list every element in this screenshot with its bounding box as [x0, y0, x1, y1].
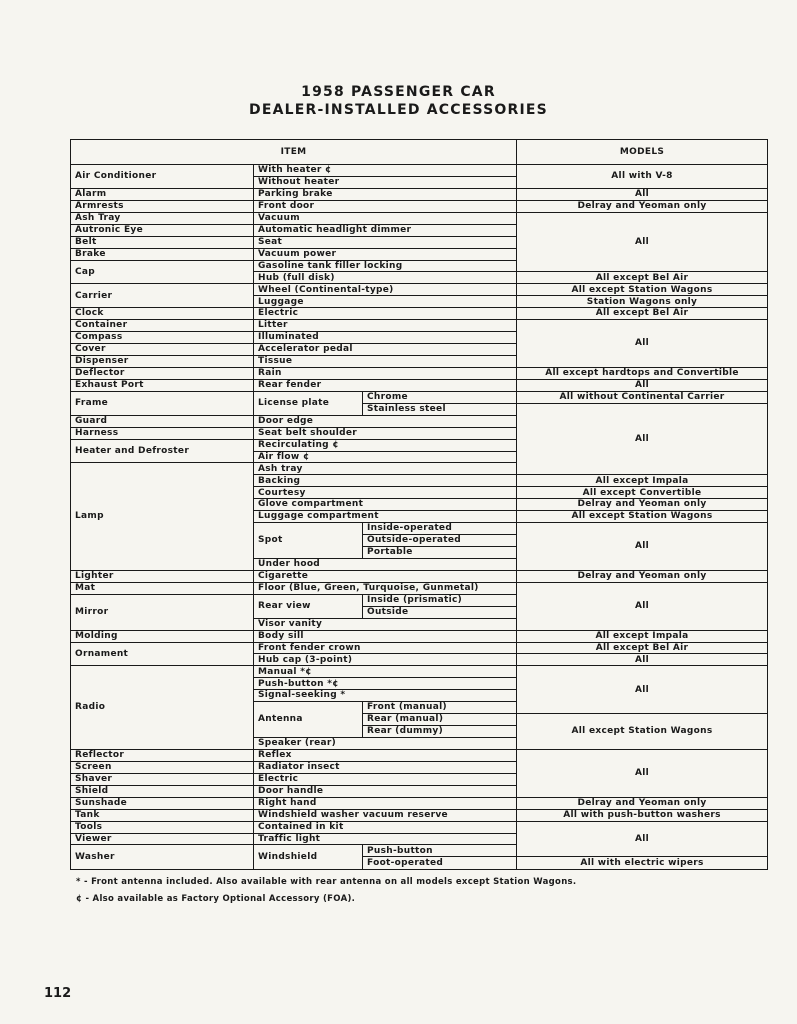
model-all: All	[517, 666, 768, 714]
model-except-hardtops: All except hardtops and Convertible	[517, 367, 768, 379]
model-without-cont-carrier: All without Continental Carrier	[517, 391, 768, 403]
item-lighter: Lighter	[71, 570, 254, 582]
item-exhaust-port: Exhaust Port	[71, 379, 254, 391]
item-viewer: Viewer	[71, 833, 254, 845]
item-sunshade: Sunshade	[71, 797, 254, 809]
desc-electric: Electric	[254, 308, 517, 320]
desc-outside: Outside	[363, 606, 517, 618]
desc-cigarette: Cigarette	[254, 570, 517, 582]
model-all: All	[517, 821, 768, 857]
desc-spot: Spot	[254, 523, 363, 559]
footnote-asterisk: * - Front antenna included. Also available with rear antenna on all models except Station Wagons.	[76, 877, 577, 887]
desc-rain: Rain	[254, 367, 517, 379]
item-shaver: Shaver	[71, 773, 254, 785]
desc-door-handle: Door handle	[254, 785, 517, 797]
desc-rear-manual: Rear (manual)	[363, 714, 517, 726]
model-except-sw: All except Station Wagons	[517, 284, 768, 296]
model-except-belair: All except Bel Air	[517, 272, 768, 284]
item-reflector: Reflector	[71, 749, 254, 761]
table-row	[71, 642, 768, 654]
model-except-impala: All except Impala	[517, 630, 768, 642]
model-all-electric-wipers: All with electric wipers	[517, 857, 768, 870]
table-row	[71, 379, 768, 391]
desc-speaker-rear: Speaker (rear)	[254, 738, 517, 750]
desc-litter: Litter	[254, 320, 517, 332]
desc-door-edge: Door edge	[254, 415, 517, 427]
model-all: All	[517, 188, 768, 200]
desc-traffic-light: Traffic light	[254, 833, 517, 845]
desc-rear-dummy: Rear (dummy)	[363, 726, 517, 738]
model-all: All	[517, 403, 768, 475]
item-armrests: Armrests	[71, 200, 254, 212]
item-mat: Mat	[71, 582, 254, 594]
desc-seat-belt-shoulder: Seat belt shoulder	[254, 427, 517, 439]
model-except-sw: All except Station Wagons	[517, 511, 768, 523]
desc-ash-tray: Ash tray	[254, 463, 517, 475]
desc-foot-operated: Foot-operated	[363, 857, 517, 870]
desc-antenna: Antenna	[254, 702, 363, 738]
item-washer: Washer	[71, 845, 254, 870]
desc-vacuum: Vacuum	[254, 212, 517, 224]
table-row	[71, 308, 768, 320]
desc-air-flow: Air flow ¢	[254, 451, 517, 463]
table-row	[71, 809, 768, 821]
item-tank: Tank	[71, 809, 254, 821]
desc-reflex: Reflex	[254, 749, 517, 761]
desc-rear-fender: Rear fender	[254, 379, 517, 391]
desc-with-heater: With heater ¢	[254, 165, 517, 177]
item-belt: Belt	[71, 236, 254, 248]
header-models: MODELS	[517, 140, 768, 165]
desc-luggage-comp: Luggage compartment	[254, 511, 517, 523]
model-except-belair: All except Bel Air	[517, 642, 768, 654]
model-all: All	[517, 582, 768, 630]
model-delray-yeoman: Delray and Yeoman only	[517, 200, 768, 212]
desc-luggage: Luggage	[254, 296, 517, 308]
table-row	[71, 200, 768, 212]
table-row	[71, 570, 768, 582]
page-title-line2: DEALER-INSTALLED ACCESSORIES	[249, 102, 548, 118]
desc-tissue: Tissue	[254, 356, 517, 368]
desc-gas-cap: Gasoline tank filler locking	[254, 260, 517, 272]
desc-parking-brake: Parking brake	[254, 188, 517, 200]
item-guard: Guard	[71, 415, 254, 427]
header-row	[71, 140, 768, 165]
table-row	[71, 188, 768, 200]
desc-recirculating: Recirculating ¢	[254, 439, 517, 451]
item-cover: Cover	[71, 344, 254, 356]
desc-without-heater: Without heater	[254, 176, 517, 188]
model-all-v8: All with V-8	[517, 165, 768, 189]
model-delray-yeoman: Delray and Yeoman only	[517, 570, 768, 582]
model-except-sw: All except Station Wagons	[517, 714, 768, 750]
item-compass: Compass	[71, 332, 254, 344]
desc-floor: Floor (Blue, Green, Turquoise, Gunmetal)	[254, 582, 517, 594]
desc-windshield-washer-vac: Windshield washer vacuum reserve	[254, 809, 517, 821]
desc-electric-shaver: Electric	[254, 773, 517, 785]
table-row	[71, 320, 768, 332]
desc-inside-op: Inside-operated	[363, 523, 517, 535]
item-clock: Clock	[71, 308, 254, 320]
item-deflector: Deflector	[71, 367, 254, 379]
desc-windshield: Windshield	[254, 845, 363, 870]
item-frame: Frame	[71, 391, 254, 415]
desc-glove: Glove compartment	[254, 499, 517, 511]
item-container: Container	[71, 320, 254, 332]
desc-hub-full: Hub (full disk)	[254, 272, 517, 284]
table-row	[71, 749, 768, 761]
desc-manual: Manual *¢	[254, 666, 517, 678]
desc-signal-seeking: Signal-seeking *	[254, 690, 517, 702]
model-all: All	[517, 212, 768, 272]
item-tools: Tools	[71, 821, 254, 833]
item-harness: Harness	[71, 427, 254, 439]
desc-seat: Seat	[254, 236, 517, 248]
item-ash-tray: Ash Tray	[71, 212, 254, 224]
model-all: All	[517, 320, 768, 368]
table-row	[71, 391, 768, 403]
item-mirror: Mirror	[71, 594, 254, 630]
model-all: All	[517, 523, 768, 571]
desc-outside-op: Outside-operated	[363, 535, 517, 547]
desc-front-door: Front door	[254, 200, 517, 212]
footnote-cent: ¢ - Also available as Factory Optional Accessory (FOA).	[76, 894, 356, 904]
item-cap: Cap	[71, 260, 254, 284]
desc-right-hand: Right hand	[254, 797, 517, 809]
item-alarm: Alarm	[71, 188, 254, 200]
desc-push-button: Push-button *¢	[254, 678, 517, 690]
desc-rear-view: Rear view	[254, 594, 363, 618]
model-except-belair: All except Bel Air	[517, 308, 768, 320]
model-all-pushbutton-washers: All with push-button washers	[517, 809, 768, 821]
desc-license-plate: License plate	[254, 391, 363, 415]
item-lamp: Lamp	[71, 463, 254, 570]
desc-headlight-dimmer: Automatic headlight dimmer	[254, 224, 517, 236]
item-screen: Screen	[71, 761, 254, 773]
desc-inside-prismatic: Inside (prismatic)	[363, 594, 517, 606]
model-all: All	[517, 749, 768, 797]
table-row	[71, 630, 768, 642]
item-autronic-eye: Autronic Eye	[71, 224, 254, 236]
item-dispenser: Dispenser	[71, 356, 254, 368]
table-row	[71, 165, 768, 177]
desc-vacuum-power: Vacuum power	[254, 248, 517, 260]
desc-front-manual: Front (manual)	[363, 702, 517, 714]
desc-backing: Backing	[254, 475, 517, 487]
item-shield: Shield	[71, 785, 254, 797]
item-ornament: Ornament	[71, 642, 254, 666]
table-row	[71, 284, 768, 296]
model-all: All	[517, 654, 768, 666]
page-title-line1: 1958 PASSENGER CAR	[301, 84, 496, 100]
table-row	[71, 666, 768, 678]
item-heater: Heater and Defroster	[71, 439, 254, 463]
model-delray-yeoman: Delray and Yeoman only	[517, 797, 768, 809]
desc-chrome: Chrome	[363, 391, 517, 403]
desc-wheel-cont: Wheel (Continental-type)	[254, 284, 517, 296]
item-molding: Molding	[71, 630, 254, 642]
model-all: All	[517, 379, 768, 391]
model-sw-only: Station Wagons only	[517, 296, 768, 308]
desc-accel-pedal: Accelerator pedal	[254, 344, 517, 356]
model-except-convertible: All except Convertible	[517, 487, 768, 499]
table-row	[71, 582, 768, 594]
table-row	[71, 212, 768, 224]
table-row	[71, 821, 768, 833]
model-delray-yeoman: Delray and Yeoman only	[517, 499, 768, 511]
desc-stainless: Stainless steel	[363, 403, 517, 415]
desc-under-hood: Under hood	[254, 558, 517, 570]
item-radio: Radio	[71, 666, 254, 750]
header-item: ITEM	[71, 140, 517, 165]
desc-push-button-washer: Push-button	[363, 845, 517, 857]
desc-body-sill: Body sill	[254, 630, 517, 642]
item-air-conditioner: Air Conditioner	[71, 165, 254, 189]
desc-courtesy: Courtesy	[254, 487, 517, 499]
item-brake: Brake	[71, 248, 254, 260]
desc-portable: Portable	[363, 547, 517, 559]
table-row	[71, 797, 768, 809]
desc-radiator-insect: Radiator insect	[254, 761, 517, 773]
desc-hub-cap: Hub cap (3-point)	[254, 654, 517, 666]
accessories-table	[70, 139, 768, 870]
table-row	[71, 367, 768, 379]
desc-illuminated: Illuminated	[254, 332, 517, 344]
item-carrier: Carrier	[71, 284, 254, 308]
desc-front-fender-crown: Front fender crown	[254, 642, 517, 654]
desc-visor-vanity: Visor vanity	[254, 618, 517, 630]
page-number: 112	[44, 986, 72, 1001]
model-except-impala: All except Impala	[517, 475, 768, 487]
desc-contained-kit: Contained in kit	[254, 821, 517, 833]
